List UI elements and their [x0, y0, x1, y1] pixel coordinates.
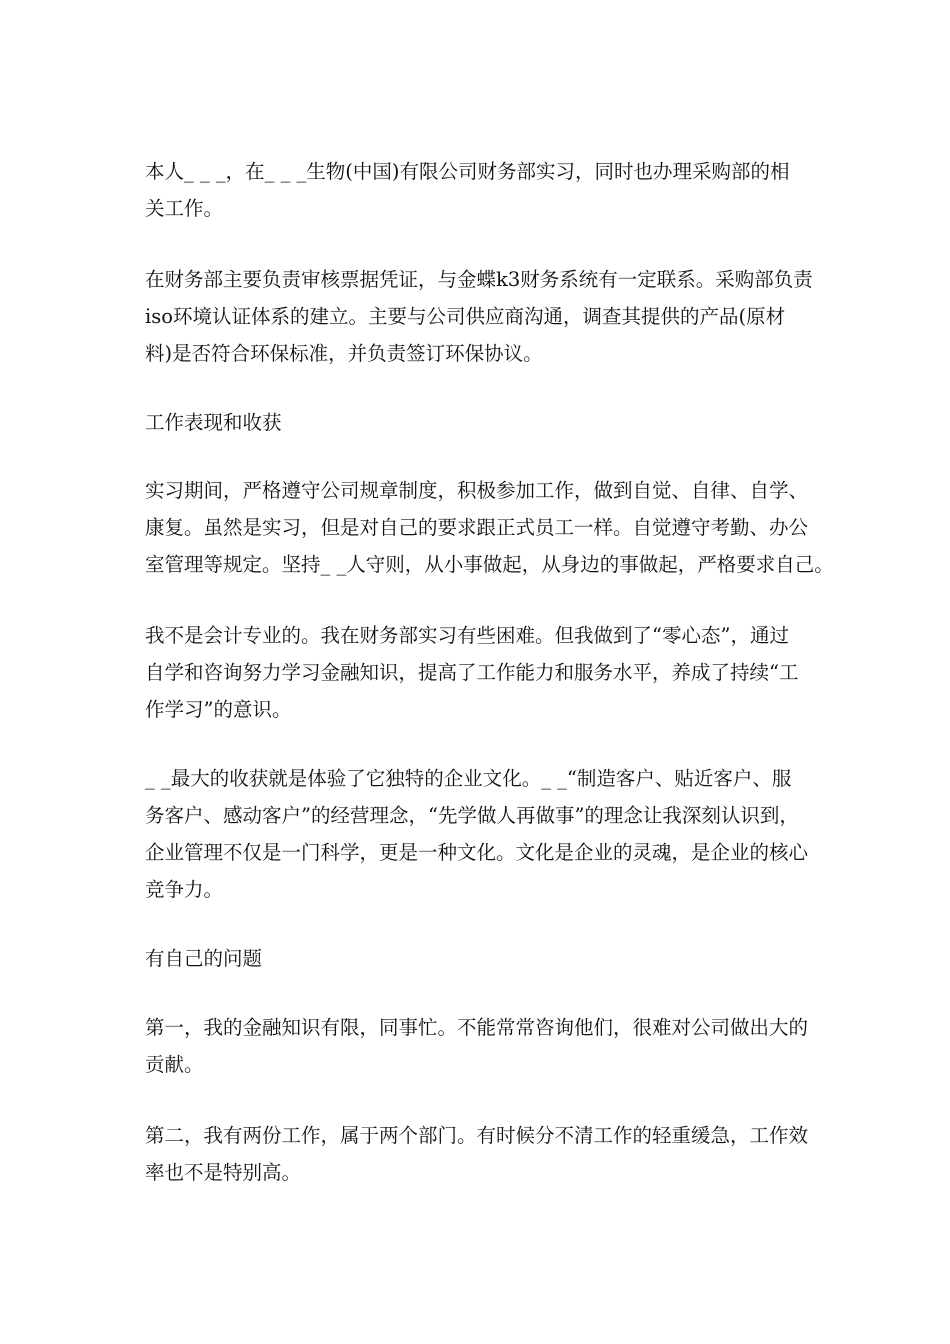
text-line: 作学习”的意识。 [145, 698, 292, 721]
text-line: 务客户、感动客户”的经营理念，“先学做人再做事”的理念让我深刻认识到， [145, 804, 799, 827]
paragraph-culture [145, 760, 825, 908]
paragraph-discipline [145, 472, 834, 583]
text-line: 关工作。 [145, 197, 224, 220]
text-line: 我不是会计专业的。我在财务部实习有些困难。但我做到了“零心态”，通过 [145, 624, 789, 647]
paragraph-problem-two [145, 1117, 825, 1191]
text-line: 自学和咨询努力学习金融知识，提高了工作能力和服务水平，养成了持续“工 [145, 661, 799, 684]
text-line: _ _最大的收获就是体验了它独特的企业文化。_ _“制造客户、贴近客户、服 [145, 767, 792, 790]
paragraph-problem-one [145, 1009, 825, 1083]
text-line: 室管理等规定。坚持_ _人守则，从小事做起，从身边的事做起，严格要求自己。 [145, 553, 834, 576]
section-heading-performance [145, 404, 825, 441]
text-line: 竞争力。 [145, 878, 224, 901]
text-line: 企业管理不仅是一门科学，更是一种文化。文化是企业的灵魂，是企业的核心 [145, 841, 809, 864]
text-line: 康复。虽然是实习，但是对自己的要求跟正式员工一样。自觉遵守考勤、办公 [145, 516, 809, 539]
text-line: 工作表现和收获 [145, 411, 282, 434]
text-line: iso环境认证体系的建立。主要与公司供应商沟通，调查其提供的产品(原材 [145, 305, 786, 328]
text-line: 第二，我有两份工作，属于两个部门。有时候分不清工作的轻重缓急，工作效 [145, 1124, 809, 1147]
paragraph-learning [145, 617, 825, 728]
paragraph-intro [145, 153, 825, 227]
text-line: 实习期间，严格遵守公司规章制度，积极参加工作，做到自觉、自律、自学、 [145, 479, 809, 502]
text-line: 第一，我的金融知识有限，同事忙。不能常常咨询他们，很难对公司做出大的 [145, 1016, 809, 1039]
text-line: 料)是否符合环保标准，并负责签订环保协议。 [145, 342, 543, 365]
text-line: 在财务部主要负责审核票据凭证，与金蝶k3财务系统有一定联系。采购部负责 [145, 268, 813, 291]
section-heading-problems [145, 940, 825, 977]
text-line: 率也不是特别高。 [145, 1161, 302, 1184]
text-line: 贡献。 [145, 1053, 204, 1076]
paragraph-duties [145, 261, 825, 372]
text-line: 有自己的问题 [145, 947, 263, 970]
text-line: 本人_ _ _，在_ _ _生物(中国)有限公司财务部实习，同时也办理采购部的相 [145, 160, 790, 183]
